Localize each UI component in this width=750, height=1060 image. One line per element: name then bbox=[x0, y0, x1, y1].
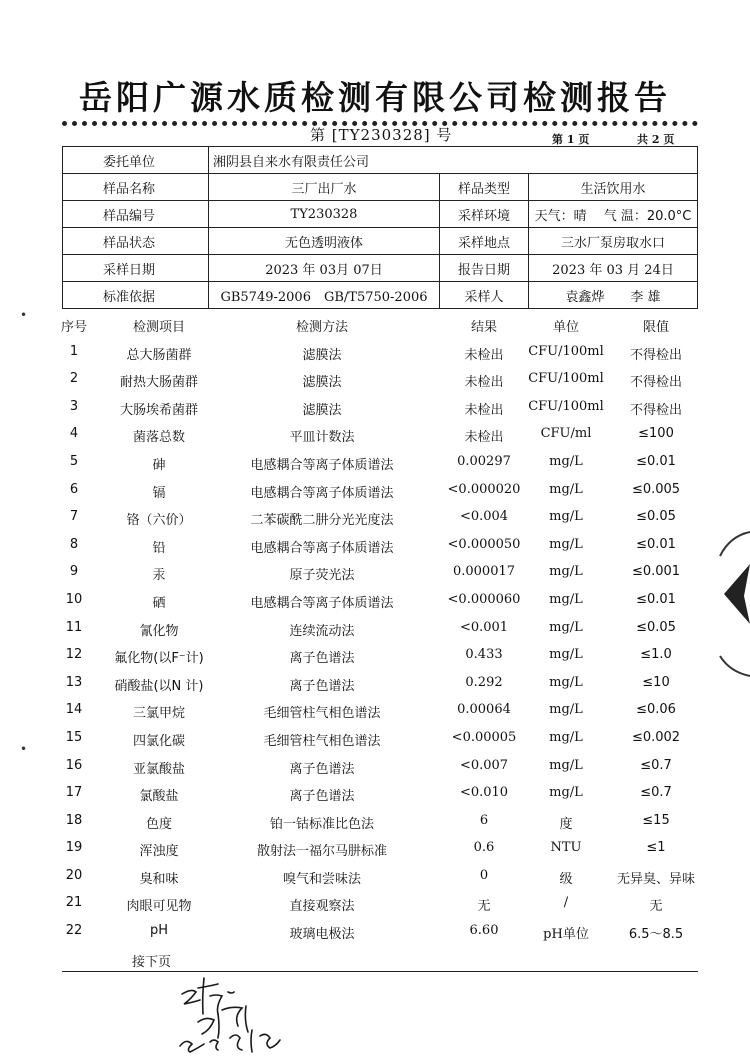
result-item: 氟化物(以F⁻计) bbox=[114, 651, 204, 667]
result-limit: ≤0.7 bbox=[640, 785, 672, 801]
result-no: 11 bbox=[65, 619, 83, 635]
result-result: <0.007 bbox=[459, 757, 509, 773]
client-label: 委托单位 bbox=[63, 147, 209, 174]
state-label: 样品状态 bbox=[63, 228, 209, 255]
result-row bbox=[62, 754, 698, 782]
result-no: 10 bbox=[65, 591, 83, 607]
location-label: 采样地点 bbox=[440, 228, 529, 255]
result-method: 散射法一福尔马肼标准 bbox=[256, 844, 387, 860]
margin-dot: • bbox=[20, 742, 28, 756]
result-row bbox=[62, 422, 698, 450]
results-list bbox=[62, 312, 698, 947]
result-method: 电感耦合等离子体质谱法 bbox=[250, 485, 394, 501]
result-result: 0.292 bbox=[465, 674, 503, 690]
result-limit: ≤0.002 bbox=[631, 729, 681, 745]
result-limit: ≤0.01 bbox=[636, 536, 676, 552]
result-result: 0.6 bbox=[473, 840, 495, 856]
result-row bbox=[62, 671, 698, 699]
result-method: 电感耦合等离子体质谱法 bbox=[250, 457, 394, 473]
standard-label: 标准依据 bbox=[63, 282, 209, 309]
result-no: 3 bbox=[69, 398, 79, 414]
result-result: 0 bbox=[479, 867, 489, 883]
results-header-row bbox=[62, 312, 698, 340]
result-item: 氯酸盐 bbox=[139, 789, 179, 805]
state-value: 无色透明液体 bbox=[209, 228, 440, 255]
env-value: 天气：晴 气 温：20.0°C bbox=[529, 201, 698, 228]
result-unit: CFU/100ml bbox=[528, 343, 604, 359]
result-row bbox=[62, 864, 698, 892]
result-limit: ≤0.06 bbox=[636, 702, 676, 718]
header-limit: 限值 bbox=[642, 320, 669, 335]
result-limit: ≤0.005 bbox=[631, 481, 681, 497]
sample-info-table bbox=[62, 146, 698, 309]
seal-stamp bbox=[714, 524, 750, 684]
result-unit: mg/L bbox=[549, 481, 583, 497]
result-unit: pH单位 bbox=[543, 927, 589, 943]
report-number: 第 [TY230328] 号 bbox=[310, 126, 453, 144]
result-item: 三氯甲烷 bbox=[132, 706, 185, 722]
sampler-value: 袁鑫烨 李 雄 bbox=[529, 282, 698, 309]
result-result: 0.00297 bbox=[457, 453, 511, 469]
info-row-sample-name bbox=[63, 174, 698, 201]
result-no: 9 bbox=[69, 564, 79, 580]
result-result: 0.433 bbox=[465, 647, 503, 663]
result-method: 毛细管柱气相色谱法 bbox=[263, 733, 381, 749]
result-unit: NTU bbox=[550, 840, 582, 856]
result-item: 汞 bbox=[152, 568, 166, 584]
result-no: 7 bbox=[69, 509, 79, 525]
result-result: 6 bbox=[479, 812, 489, 828]
result-limit: ≤1.0 bbox=[640, 647, 672, 663]
result-unit: 级 bbox=[559, 871, 573, 887]
result-item: 砷 bbox=[152, 457, 166, 473]
result-result: <0.000060 bbox=[447, 591, 521, 607]
result-row bbox=[62, 588, 698, 616]
info-row-dates bbox=[63, 255, 698, 282]
result-row bbox=[62, 836, 698, 864]
result-result: <0.00005 bbox=[451, 729, 517, 745]
result-unit: CFU/100ml bbox=[528, 398, 604, 414]
report-title: 岳阳广源水质检测有限公司检测报告 bbox=[79, 78, 671, 117]
standard-value: GB5749-2006 GB/T5750-2006 bbox=[209, 282, 440, 309]
result-limit: ≤0.01 bbox=[636, 591, 676, 607]
result-limit: ≤0.01 bbox=[636, 453, 676, 469]
result-unit: mg/L bbox=[549, 453, 583, 469]
result-item: 硒 bbox=[152, 595, 166, 611]
page-total: 共 2 页 bbox=[637, 133, 675, 146]
sample-type-label: 样品类型 bbox=[440, 174, 529, 201]
result-item: 总大肠菌群 bbox=[126, 347, 192, 363]
result-item: 浑浊度 bbox=[139, 844, 179, 860]
result-limit: ≤1 bbox=[646, 840, 666, 856]
result-result: <0.000050 bbox=[447, 536, 521, 552]
result-item: 亚氯酸盐 bbox=[132, 761, 185, 777]
result-no: 18 bbox=[65, 812, 83, 828]
result-item: 四氯化碳 bbox=[132, 733, 185, 749]
result-result: <0.004 bbox=[459, 509, 509, 525]
result-item: pH bbox=[149, 923, 169, 939]
result-method: 滤膜法 bbox=[302, 347, 342, 363]
result-no: 17 bbox=[65, 785, 83, 801]
result-limit: ≤0.001 bbox=[631, 564, 681, 580]
result-item: 色度 bbox=[145, 816, 172, 832]
result-result: <0.001 bbox=[459, 619, 509, 635]
result-item: 肉眼可见物 bbox=[126, 899, 192, 915]
sample-no-value: TY230328 bbox=[209, 201, 440, 228]
result-result: 6.60 bbox=[469, 923, 499, 939]
result-method: 原子荧光法 bbox=[289, 568, 355, 584]
result-result: <0.000020 bbox=[447, 481, 521, 497]
result-result: 0.00064 bbox=[457, 702, 511, 718]
result-method: 电感耦合等离子体质谱法 bbox=[250, 540, 394, 556]
result-item: 氰化物 bbox=[139, 623, 179, 639]
result-unit: 度 bbox=[559, 816, 573, 832]
result-method: 毛细管柱气相色谱法 bbox=[263, 706, 381, 722]
result-item: 臭和味 bbox=[139, 871, 179, 887]
result-row bbox=[62, 726, 698, 754]
result-no: 6 bbox=[69, 481, 79, 497]
result-row bbox=[62, 340, 698, 368]
sampler-label: 采样人 bbox=[440, 282, 529, 309]
result-no: 22 bbox=[65, 923, 83, 939]
header-item: 检测项目 bbox=[132, 320, 185, 335]
result-unit: / bbox=[563, 895, 569, 911]
result-no: 16 bbox=[65, 757, 83, 773]
result-limit: ≤0.7 bbox=[640, 757, 672, 773]
result-item: 大肠埃希菌群 bbox=[119, 402, 198, 418]
bottom-divider bbox=[62, 971, 698, 972]
result-method: 直接观察法 bbox=[289, 899, 355, 915]
result-row bbox=[62, 643, 698, 671]
sample-date-value: 2023 年 03月 07日 bbox=[209, 255, 440, 282]
next-page-note: 接下页 bbox=[132, 955, 172, 970]
result-row bbox=[62, 533, 698, 561]
header-no: 序号 bbox=[60, 320, 87, 335]
result-row bbox=[62, 698, 698, 726]
sample-date-label: 采样日期 bbox=[63, 255, 209, 282]
result-method: 平皿计数法 bbox=[289, 430, 355, 446]
result-no: 12 bbox=[65, 647, 83, 663]
result-method: 离子色谱法 bbox=[289, 789, 355, 805]
header-method: 检测方法 bbox=[295, 320, 348, 335]
result-row bbox=[62, 560, 698, 588]
result-method: 铂一钴标准比色法 bbox=[269, 816, 374, 832]
result-no: 4 bbox=[69, 426, 79, 442]
result-unit: mg/L bbox=[549, 564, 583, 580]
result-unit: mg/L bbox=[549, 674, 583, 690]
client-value: 湘阴县自来水有限责任公司 bbox=[209, 147, 698, 174]
report-date-label: 报告日期 bbox=[440, 255, 529, 282]
info-row-standard bbox=[63, 282, 698, 309]
result-result: 未检出 bbox=[464, 402, 504, 418]
header-unit: 单位 bbox=[552, 320, 579, 335]
result-row bbox=[62, 616, 698, 644]
result-row bbox=[62, 919, 698, 947]
result-no: 1 bbox=[69, 343, 79, 359]
sample-name-label: 样品名称 bbox=[63, 174, 209, 201]
result-method: 滤膜法 bbox=[302, 402, 342, 418]
result-result: 0.000017 bbox=[452, 564, 516, 580]
result-limit: 无异臭、异味 bbox=[616, 871, 695, 887]
result-result: 无 bbox=[477, 899, 491, 915]
result-no: 5 bbox=[69, 453, 79, 469]
result-item: 铬（六价） bbox=[126, 513, 192, 529]
location-value: 三水厂泵房取水口 bbox=[529, 228, 698, 255]
result-no: 8 bbox=[69, 536, 79, 552]
result-row bbox=[62, 809, 698, 837]
info-row-state bbox=[63, 228, 698, 255]
result-no: 14 bbox=[65, 702, 83, 718]
result-unit: mg/L bbox=[549, 536, 583, 552]
result-item: 菌落总数 bbox=[132, 430, 185, 446]
result-no: 20 bbox=[65, 867, 83, 883]
result-unit: mg/L bbox=[549, 591, 583, 607]
result-method: 连续流动法 bbox=[289, 623, 355, 639]
result-unit: mg/L bbox=[549, 647, 583, 663]
result-method: 二苯碳酰二肼分光光度法 bbox=[250, 513, 394, 529]
result-row bbox=[62, 395, 698, 423]
result-row bbox=[62, 505, 698, 533]
result-row bbox=[62, 450, 698, 478]
result-unit: CFU/100ml bbox=[528, 371, 604, 387]
result-method: 玻璃电极法 bbox=[289, 927, 355, 943]
result-limit: ≤10 bbox=[642, 674, 670, 690]
result-item: 耐热大肠菌群 bbox=[119, 375, 198, 391]
result-result: 未检出 bbox=[464, 375, 504, 391]
result-item: 硝酸盐(以N 计) bbox=[114, 678, 204, 694]
result-method: 离子色谱法 bbox=[289, 761, 355, 777]
result-limit: ≤0.05 bbox=[636, 509, 676, 525]
result-method: 嗅气和尝味法 bbox=[282, 871, 361, 887]
page-current: 第 1 页 bbox=[552, 133, 590, 146]
result-result: <0.010 bbox=[459, 785, 509, 801]
result-method: 电感耦合等离子体质谱法 bbox=[250, 595, 394, 611]
result-method: 滤膜法 bbox=[302, 375, 342, 391]
result-unit: mg/L bbox=[549, 702, 583, 718]
env-label: 采样环境 bbox=[440, 201, 529, 228]
result-limit: ≤100 bbox=[638, 426, 674, 442]
handwritten-signature bbox=[170, 966, 300, 1056]
result-limit: 6.5～8.5 bbox=[628, 927, 684, 943]
info-row-client bbox=[63, 147, 698, 174]
result-method: 离子色谱法 bbox=[289, 678, 355, 694]
result-limit: ≤15 bbox=[642, 812, 670, 828]
result-no: 21 bbox=[65, 895, 83, 911]
result-row bbox=[62, 478, 698, 506]
margin-dot: • bbox=[20, 308, 28, 322]
result-result: 未检出 bbox=[464, 430, 504, 446]
result-method: 离子色谱法 bbox=[289, 651, 355, 667]
result-limit: ≤0.05 bbox=[636, 619, 676, 635]
result-no: 13 bbox=[65, 674, 83, 690]
result-row bbox=[62, 367, 698, 395]
sample-no-label: 样品编号 bbox=[63, 201, 209, 228]
result-unit: mg/L bbox=[549, 729, 583, 745]
result-rows bbox=[62, 340, 698, 947]
result-unit: mg/L bbox=[549, 619, 583, 635]
result-no: 19 bbox=[65, 840, 83, 856]
info-row-sample-no bbox=[63, 201, 698, 228]
sample-name-value: 三厂出厂水 bbox=[209, 174, 440, 201]
sample-type-value: 生活饮用水 bbox=[529, 174, 698, 201]
result-unit: mg/L bbox=[549, 757, 583, 773]
result-result: 未检出 bbox=[464, 347, 504, 363]
result-limit: 无 bbox=[649, 899, 663, 915]
result-unit: CFU/ml bbox=[540, 426, 592, 442]
result-limit: 不得检出 bbox=[629, 402, 682, 418]
report-date-value: 2023 年 03 月 24日 bbox=[529, 255, 698, 282]
result-unit: mg/L bbox=[549, 785, 583, 801]
result-row bbox=[62, 891, 698, 919]
result-limit: 不得检出 bbox=[629, 375, 682, 391]
result-no: 2 bbox=[69, 371, 79, 387]
result-unit: mg/L bbox=[549, 509, 583, 525]
result-item: 镉 bbox=[152, 485, 166, 501]
result-no: 15 bbox=[65, 729, 83, 745]
header-result: 结果 bbox=[470, 320, 497, 335]
result-item: 铅 bbox=[152, 540, 166, 556]
result-limit: 不得检出 bbox=[629, 347, 682, 363]
result-row bbox=[62, 781, 698, 809]
seal-star-icon bbox=[714, 524, 750, 684]
